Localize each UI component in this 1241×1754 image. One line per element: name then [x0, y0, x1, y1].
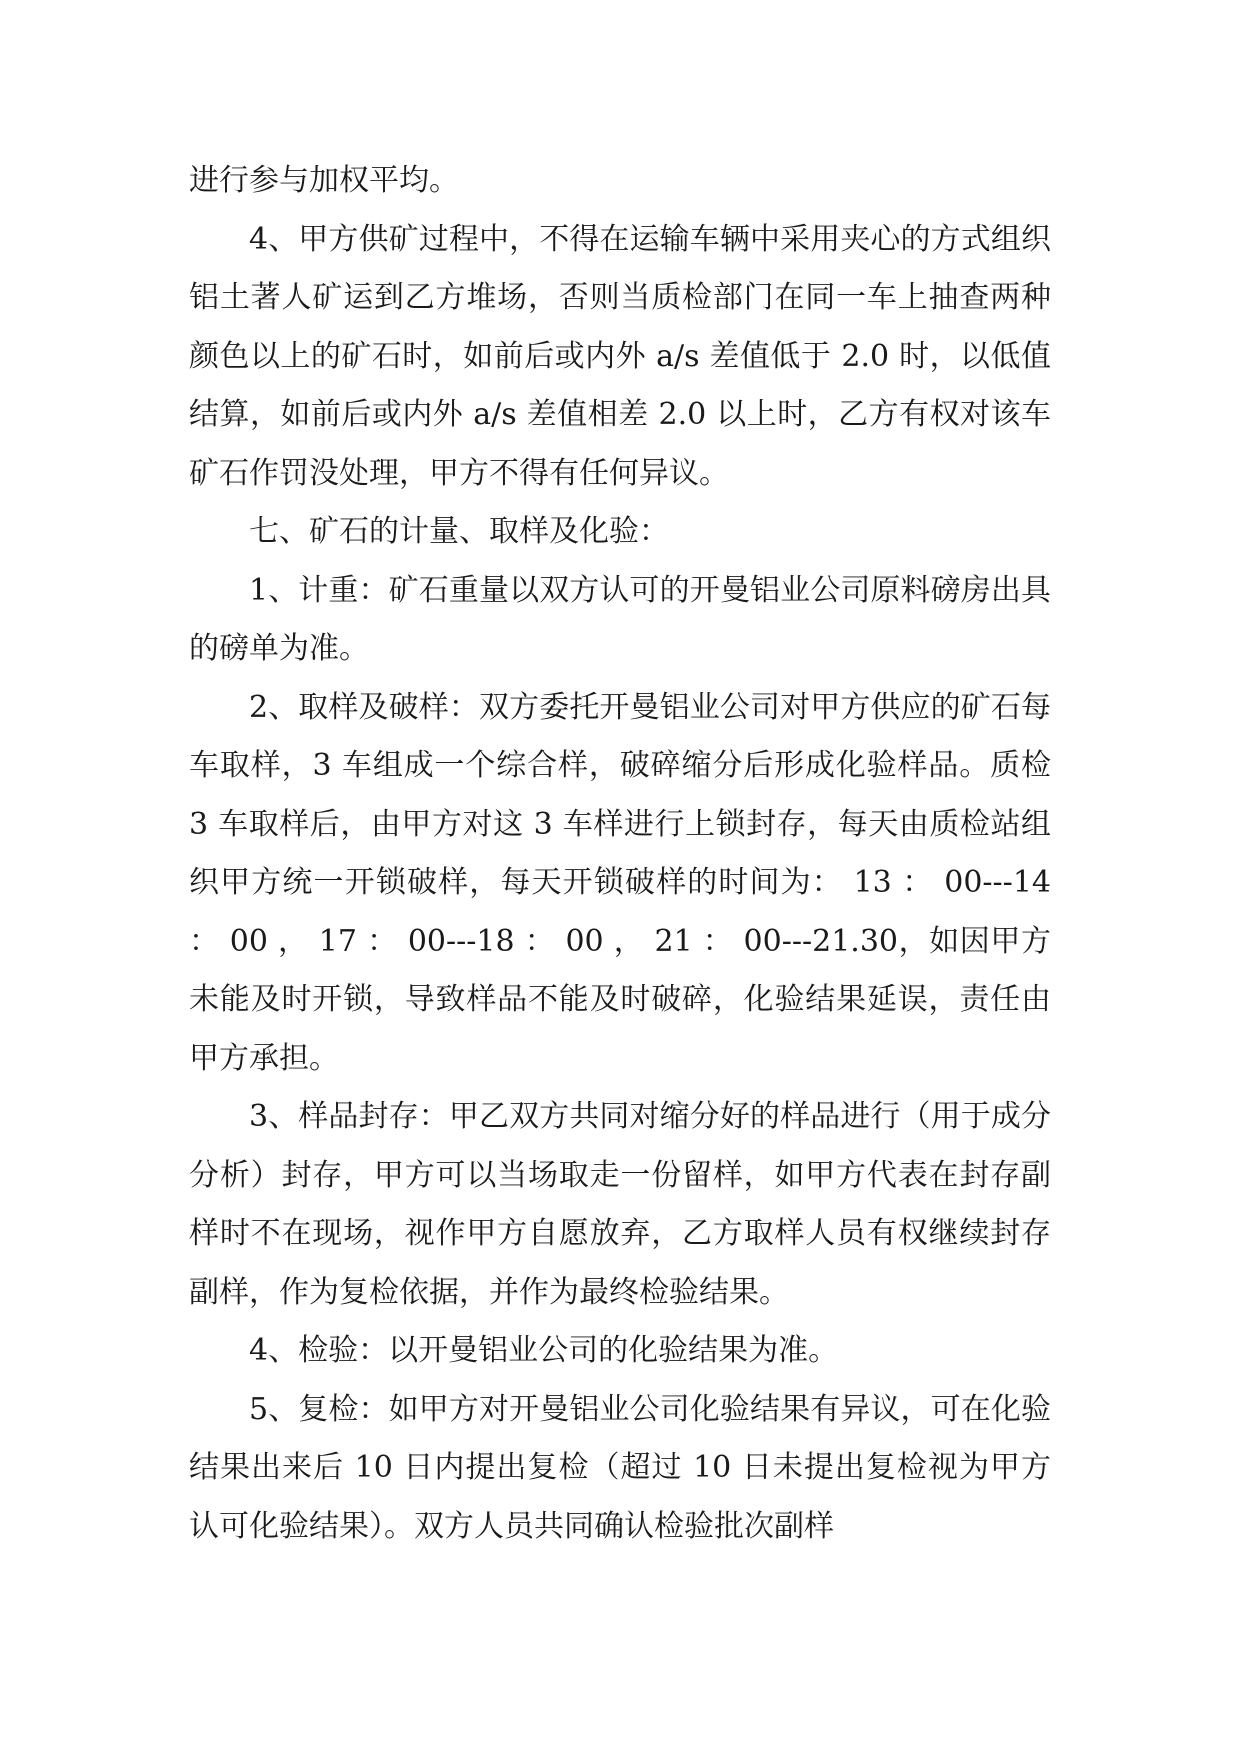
section-heading-measurement: 七、矿石的计量、取样及化验： — [249, 514, 669, 549]
paragraph-sample-sealing: 3、样品封存：甲乙双方共同对缩分好的样品进行（用于成分分析）封存，甲方可以当场取走一份留样，如甲方代表在封存副样时不在现场，视作甲方自愿放弃，乙方取样人员有权继续封存副样，作为复检依据，并作为最终检验结果。 — [189, 1099, 1051, 1310]
paragraph-clause-4-supply: 4、甲方供矿过程中，不得在运输车辆中采用夹心的方式组织铝土著人矿运到乙方堆场，否则当质检部门在同一车上抽查两种颜色以上的矿石时，如前后或内外 a/s 差值低于 2.0 时，以低值结算，如前后或内外 a/s 差值相差 2.0 以上时，乙方有权对该车矿石作罚没处理，甲方不得有任何异议。 — [189, 221, 1051, 491]
paragraph-inspection: 4、检验：以开曼铝业公司的化验结果为准。 — [249, 1333, 839, 1368]
paragraph-reinspection: 5、复检：如甲方对开曼铝业公司化验结果有异议，可在化验结果出来后 10 日内提出复检（超过 10 日未提出复检视为甲方认可化验结果）。双方人员共同确认检验批次副样 — [189, 1391, 1051, 1544]
paragraph-sampling: 2、取样及破样：双方委托开曼铝业公司对甲方供应的矿石每车取样，3 车组成一个综合样，破碎缩分后形成化验样品。质检 3 车取样后，由甲方对这 3 车样进行上锁封存，每天由质检站组织甲方统一开锁破样，每天开锁破样的时间为： 13 ： 00---14 ： 00 ， 17 ： 00---18 ： 00 ， 21 ： 00---21.30，如因甲方未能及时开锁，导致样品不能及时破碎，化验结果延误，责任由甲方承担。 — [189, 689, 1051, 1076]
document-body — [189, 152, 1051, 1556]
paragraph-weighing: 1、计重：矿石重量以双方认可的开曼铝业公司原料磅房出具的磅单为准。 — [189, 572, 1051, 666]
paragraph-weighted-average: 进行参与加权平均。 — [189, 163, 459, 198]
